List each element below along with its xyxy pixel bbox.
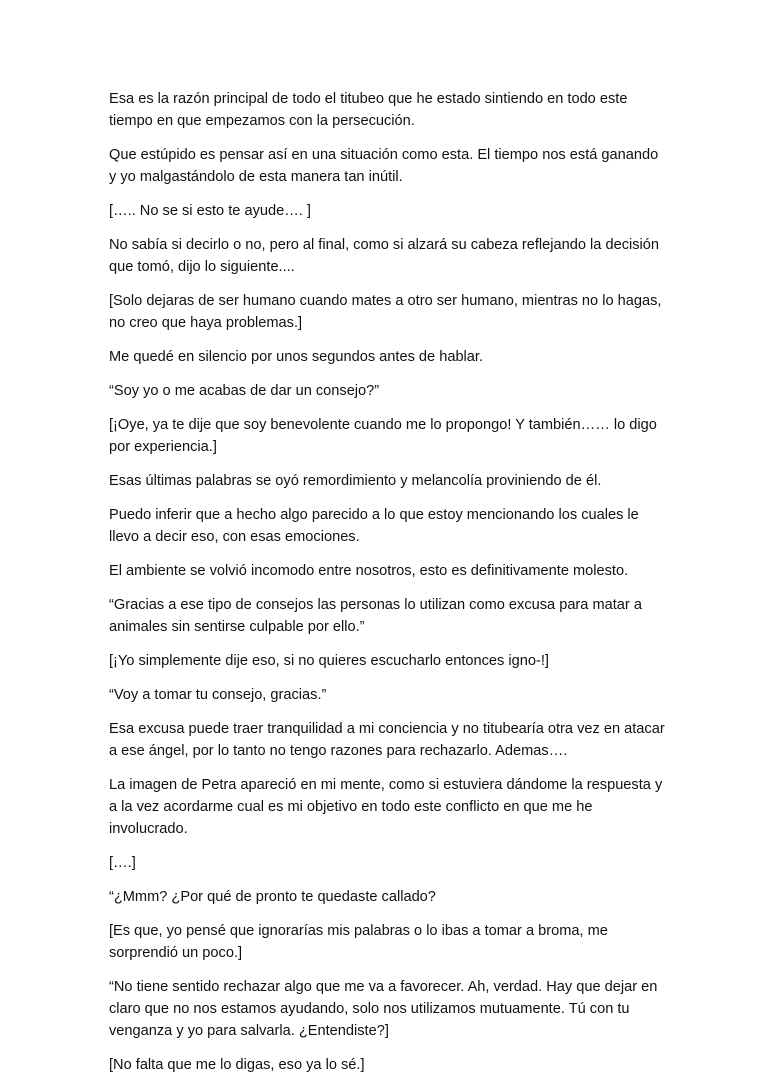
paragraph: Esas últimas palabras se oyó remordimiento y melancolía proviniendo de él. bbox=[109, 473, 602, 489]
paragraph: [¡Yo simplemente dije eso, si no quieres escucharlo entonces igno-!] bbox=[109, 653, 549, 669]
paragraph: “Voy a tomar tu consejo, gracias.” bbox=[109, 687, 327, 703]
paragraph: [¡Oye, ya te dije que soy benevolente cuando me lo propongo! Y también…… lo digo por experiencia.] bbox=[109, 417, 657, 455]
document-body bbox=[109, 88, 669, 1088]
paragraph: Que estúpido es pensar así en una situación como esta. El tiempo nos está ganando y yo malgastándolo de esta manera tan inútil. bbox=[109, 147, 659, 185]
paragraph: “Soy yo o me acabas de dar un consejo?” bbox=[109, 383, 380, 399]
paragraph: “Gracias a ese tipo de consejos las personas lo utilizan como excusa para matar a animales sin sentirse culpable por ello.” bbox=[109, 597, 642, 635]
paragraph: [Solo dejaras de ser humano cuando mates a otro ser humano, mientras no lo hagas, no creo que haya problemas.] bbox=[109, 293, 662, 331]
paragraph: Puedo inferir que a hecho algo parecido a lo que estoy mencionando los cuales le llevo a decir eso, con esas emociones. bbox=[109, 507, 639, 545]
paragraph: [No falta que me lo digas, eso ya lo sé.] bbox=[109, 1057, 365, 1073]
paragraph: Esa excusa puede traer tranquilidad a mi conciencia y no titubearía otra vez en atacar a ese ángel, por lo tanto no tengo razones para rechazarlo. Ademas…. bbox=[109, 721, 665, 759]
paragraph: “No tiene sentido rechazar algo que me va a favorecer. Ah, verdad. Hay que dejar en claro que no nos estamos ayudando, solo nos utilizamos mutuamente. Tú con tu venganza y yo para salvarla. ¿Entendiste?] bbox=[109, 979, 658, 1039]
paragraph: La imagen de Petra apareció en mi mente, como si estuviera dándome la respuesta y a la vez acordarme cual es mi objetivo en todo este conflicto en que me he involucrado. bbox=[109, 777, 663, 837]
paragraph: “¿Mmm? ¿Por qué de pronto te quedaste callado? bbox=[109, 889, 436, 905]
paragraph: El ambiente se volvió incomodo entre nosotros, esto es definitivamente molesto. bbox=[109, 563, 629, 579]
paragraph: Me quedé en silencio por unos segundos antes de hablar. bbox=[109, 349, 484, 365]
paragraph: [….] bbox=[109, 855, 136, 871]
paragraph: [Es que, yo pensé que ignorarías mis palabras o lo ibas a tomar a broma, me sorprendió un poco.] bbox=[109, 923, 608, 961]
paragraph: Esa es la razón principal de todo el titubeo que he estado sintiendo en todo este tiempo en que empezamos con la persecución. bbox=[109, 91, 628, 129]
paragraph: [….. No se si esto te ayude…. ] bbox=[109, 203, 311, 219]
paragraph: No sabía si decirlo o no, pero al final, como si alzará su cabeza reflejando la decisión que tomó, dijo lo siguiente.... bbox=[109, 237, 660, 275]
